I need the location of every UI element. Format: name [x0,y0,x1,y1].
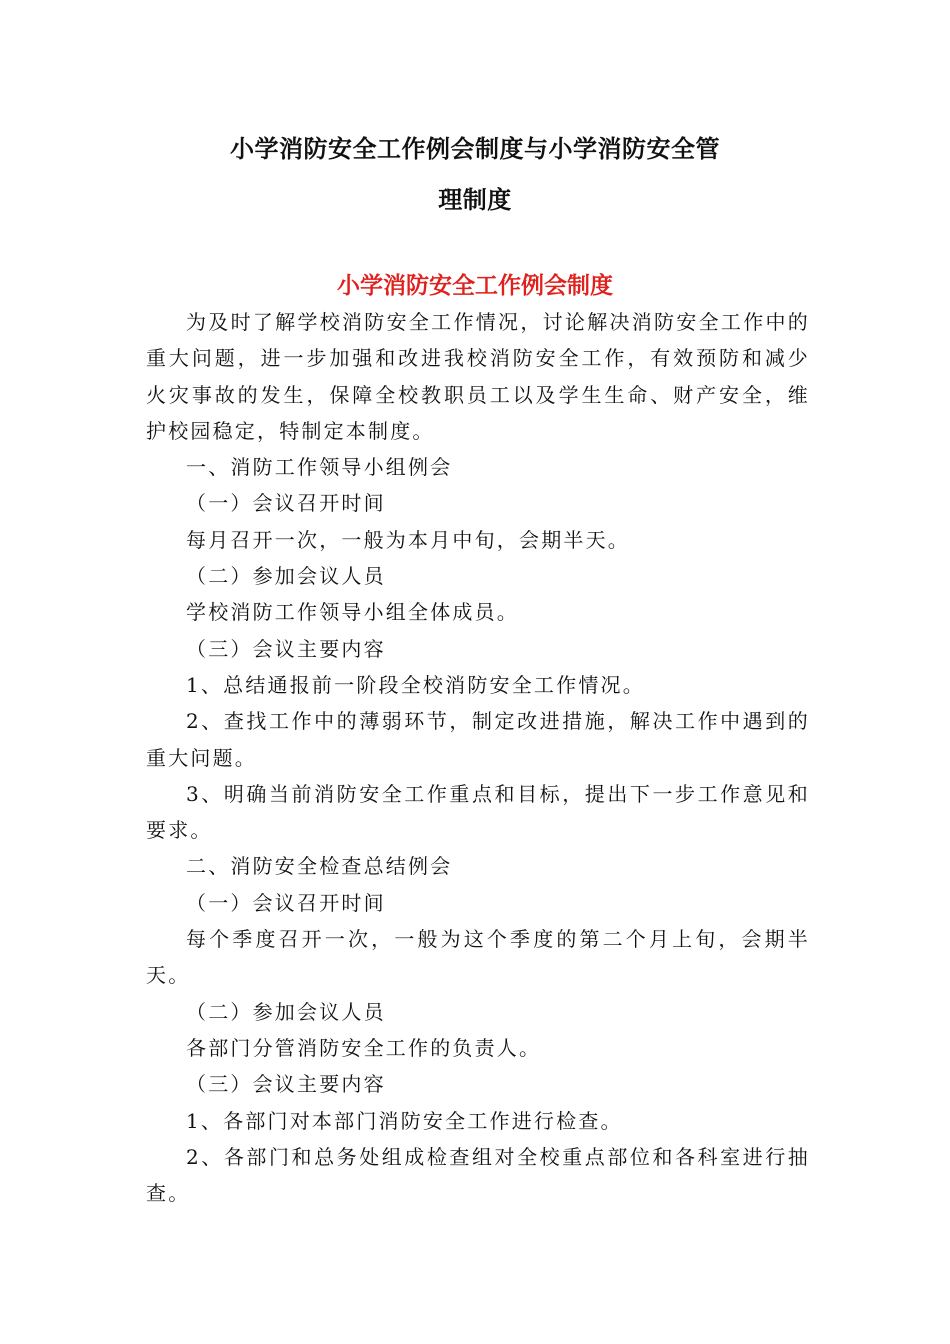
paragraph-intro: 为及时了解学校消防安全工作情况，讨论解决消防安全工作中的重大问题，进一步加强和改进我校消防安全工作，有效预防和减少火灾事故的发生，保障全校教职员工以及学生生命、财产安全，维护校园稳定，特制定本制度。 [146,310,810,443]
document-title-line-1: 小学消防安全工作例会制度与小学消防安全管 [230,135,720,163]
heading-1: 一、消防工作领导小组例会 [186,455,453,480]
section-title: 小学消防安全工作例会制度 [337,273,613,299]
paragraph: 每月召开一次，一般为本月中旬，会期半天。 [186,527,630,552]
paragraph: 学校消防工作领导小组全体成员。 [186,600,519,625]
document-body [146,304,810,1211]
list-item: 1、总结通报前一阶段全校消防安全工作情况。 [186,672,645,697]
paragraph: 各部门分管消防安全工作的负责人。 [186,1035,542,1060]
list-item: 3、明确当前消防安全工作重点和目标，提出下一步工作意见和要求。 [146,781,810,843]
paragraph: 每个季度召开一次，一般为这个季度的第二个月上旬，会期半天。 [146,927,810,988]
subheading: （二）参加会议人员 [186,999,386,1024]
subheading: （二）参加会议人员 [186,564,386,589]
subheading: （三）会议主要内容 [186,636,386,661]
document-title-line-2: 理制度 [438,186,512,214]
list-item: 2、各部门和总务处组成检查组对全校重点部位和各科室进行抽查。 [146,1144,810,1206]
subheading: （三）会议主要内容 [186,1072,386,1097]
list-item: 2、查找工作中的薄弱环节，制定改进措施，解决工作中遇到的重大问题。 [146,709,810,770]
subheading: （一）会议召开时间 [186,890,386,915]
list-item: 1、各部门对本部门消防安全工作进行检查。 [186,1108,623,1133]
subheading: （一）会议召开时间 [186,491,386,516]
heading-2: 二、消防安全检查总结例会 [186,854,453,879]
